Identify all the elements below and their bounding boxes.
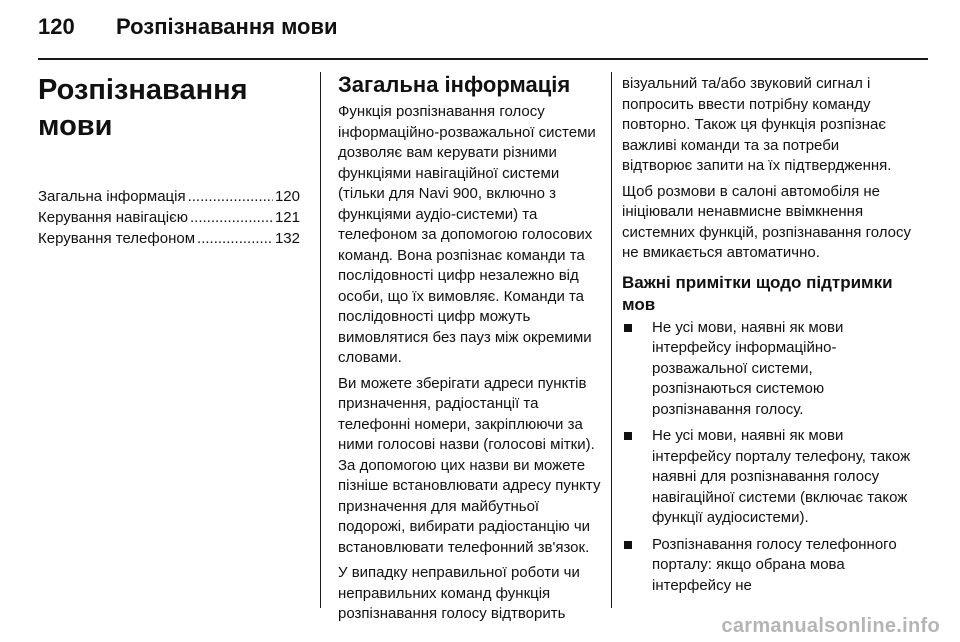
section-title: Розпізнавання мови [38, 74, 248, 142]
list-item-text: Розпізнавання голосу телефонного порталу: якщо обрана мова інтерфейсу не [652, 535, 897, 594]
toc-item-label: Керування навігацією [38, 209, 188, 226]
toc-item-general-info[interactable] [38, 186, 300, 207]
toc-item-page: 132 [274, 230, 300, 247]
square-bullet-icon [624, 541, 632, 549]
language-support-heading: Важні примітки щодо підтримки мов [622, 272, 893, 314]
list-item [622, 318, 912, 421]
paragraph: Функція розпізнавання голосу інформаційно-розважальної системи дозволяє вам керувати різними функціями навігаційної системи (тільки для Navi 900, включно з функціями аудіо-системи) та телефоном за допомогою голосових команд. Вона розпізнає команди та послідовності цифр незалежно від особи, що їх вимовляє. Команди та послідовності цифр можуть вимовлятися без пауз між окремими словами. [338, 103, 596, 366]
paragraph: візуальний та/або звуковий сигнал і попросить ввести потрібну команду повторно. Також ця функція розпізнає важливі команди та за потреби відтворює запити на їх підтвердження. [622, 75, 892, 174]
paragraph: У випадку неправильної роботи чи неправильних команд функція розпізнавання голосу відтворить [338, 564, 580, 622]
paragraph: Щоб розмови в салоні автомобіля не ініціювали ненавмисне ввімкнення системних функцій, розпізнавання голосу не вмикається автоматично. [622, 182, 911, 261]
general-info-column [338, 72, 606, 630]
header-title: Розпізнавання мови [116, 14, 338, 39]
toc-item-page: 121 [274, 209, 300, 226]
toc-item-label: Керування телефоном [38, 230, 196, 247]
page-header [38, 14, 338, 48]
list-item [622, 426, 912, 529]
toc-item-label: Загальна інформація [38, 188, 186, 205]
list-item-text: Не усі мови, наявні як мови інтерфейсу порталу телефону, також наявні для розпізнавання голосу навігаційної системи (включає також функції аудіосистеми). [652, 427, 911, 526]
language-notes-list [622, 318, 912, 597]
list-item [622, 535, 912, 597]
watermark: carmanualsonline.info [721, 615, 940, 637]
page-number: 120 [38, 14, 75, 39]
column-divider-left [320, 72, 321, 608]
square-bullet-icon [624, 324, 632, 332]
toc-item-page: 120 [274, 188, 300, 205]
toc-item-phone-control[interactable] [38, 228, 300, 249]
toc-column [38, 72, 300, 249]
language-notes-column [622, 72, 912, 602]
toc-item-navigation-control[interactable] [38, 207, 300, 228]
general-info-heading: Загальна інформація [338, 72, 571, 97]
header-divider [38, 58, 928, 60]
toc-leader-dots [190, 207, 273, 228]
paragraph: Ви можете зберігати адреси пунктів призначення, радіостанції та телефонні номери, закріплюючи за ними голосові назви (голосові мітки). За допомогою цих назви ви можете пізніше встановлювати адресу пункту призначення для майбутньої подорожі, вибирати радіостанцію чи встановлювати телефонний зв'язок. [338, 374, 601, 556]
toc-leader-dots [197, 228, 273, 249]
toc-leader-dots [188, 186, 273, 207]
list-item-text: Не усі мови, наявні як мови інтерфейсу інформаційно-розважальної системи, розпізнаються системою розпізнавання голосу. [652, 318, 844, 418]
column-divider-right [611, 72, 612, 608]
square-bullet-icon [624, 432, 632, 440]
